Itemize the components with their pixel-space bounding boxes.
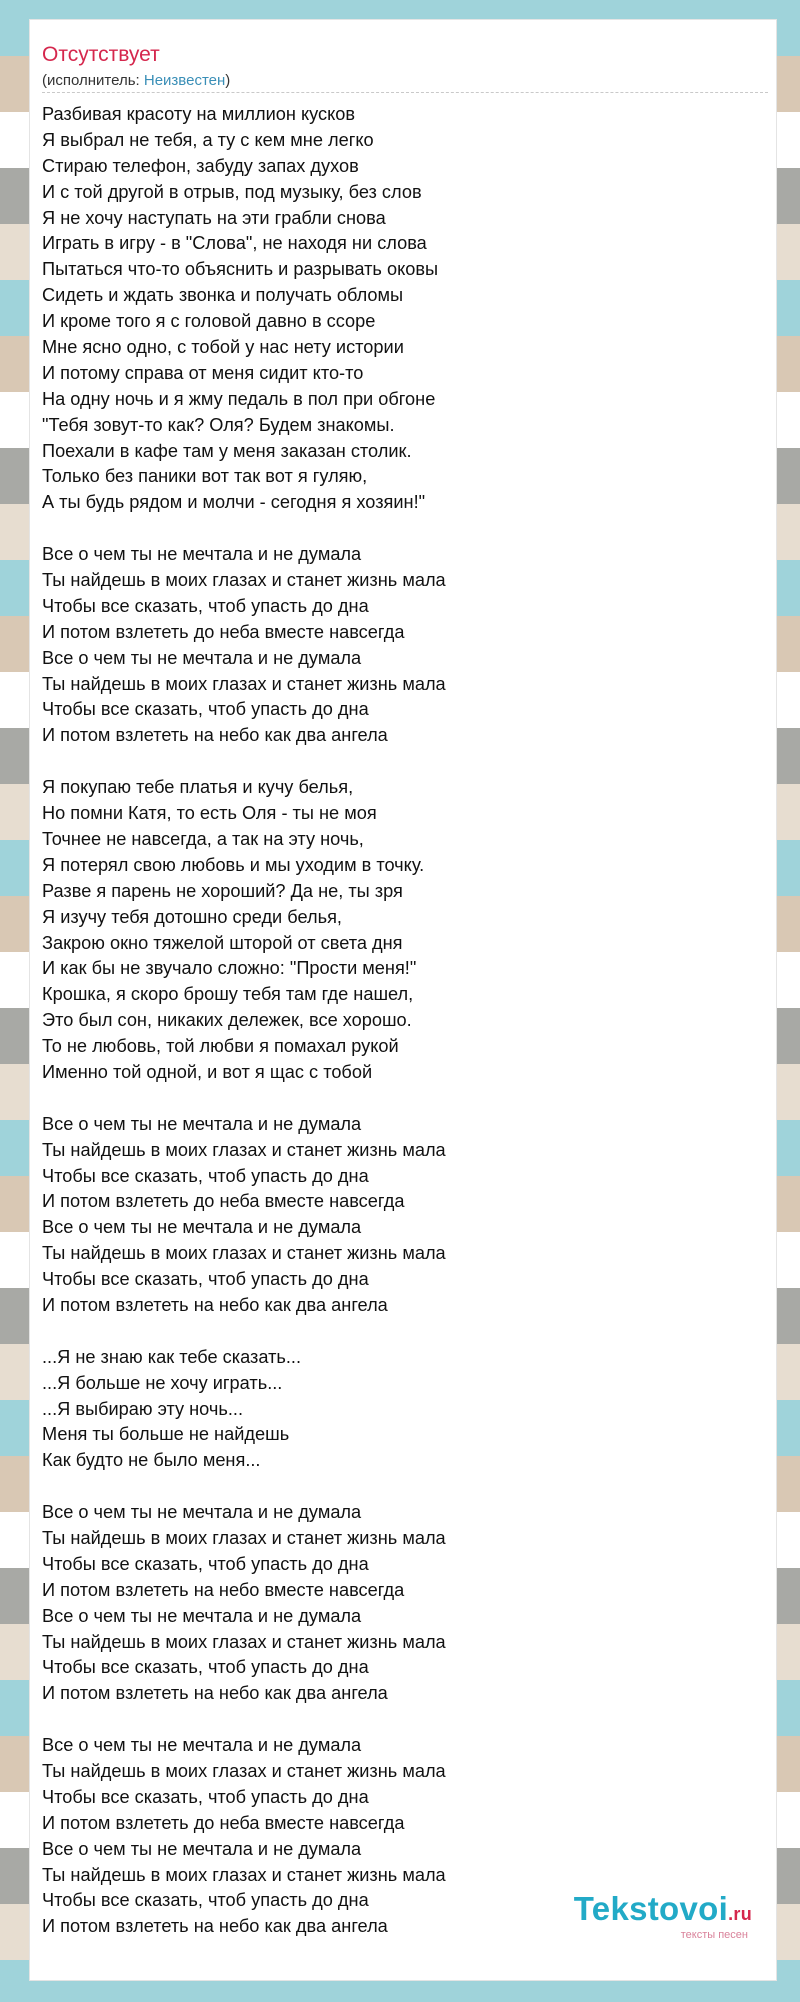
lyric-line: Все о чем ты не мечтала и не думала: [42, 1838, 362, 1859]
lyric-line: Ты найдешь в моих глазах и станет жизнь мала: [42, 1761, 446, 1781]
lyric-line: Стираю телефон, забуду запах духов: [42, 155, 359, 176]
artist-link[interactable]: Неизвестен: [143, 72, 226, 89]
lyric-line: Ты найдешь в моих глазах и станет жизнь мала: [42, 570, 446, 591]
header-separator: [42, 92, 768, 93]
song-title: Отсутствует: [42, 43, 160, 66]
lyric-line: Играть в игру - в "Слова", не находя ни слова: [42, 233, 427, 254]
lyric-line: Ты найдешь в моих глазах и станет жизнь мала: [42, 1631, 446, 1652]
lyric-line: Крошка, я скоро брошу тебя там где нашел,: [42, 984, 414, 1005]
lyric-line: А ты будь рядом и молчи - сегодня я хозяин!": [42, 492, 426, 513]
lyric-line: Чтобы все сказать, чтоб упасть до дна: [42, 1657, 369, 1678]
lyric-line: И потом взлететь до неба вместе навсегда: [42, 621, 405, 642]
logo-word: Tekstovoi: [573, 1890, 729, 1927]
lyric-line: Закрою окно тяжелой шторой от света дня: [42, 932, 403, 953]
lyric-line: Все о чем ты не мечтала и не думала: [42, 544, 362, 565]
lyric-line: Чтобы все сказать, чтоб упасть до дна: [42, 1553, 369, 1574]
lyric-line: Разве я парень не хороший? Да не, ты зря: [42, 880, 403, 901]
lyric-line: Я покупаю тебе платья и кучу белья,: [42, 777, 354, 798]
lyric-line: ...Я больше не хочу играть...: [42, 1372, 283, 1393]
lyric-line: Все о чем ты не мечтала и не думала: [42, 1217, 362, 1238]
lyric-line: И потом взлететь на небо как два ангела: [42, 1294, 388, 1315]
lyric-line: Только без паники вот так вот я гуляю,: [42, 466, 368, 487]
artist-prefix: (исполнитель:: [42, 72, 144, 89]
artist-suffix: ): [225, 72, 231, 89]
lyric-line: Точнее не навсегда, а так на эту ночь,: [42, 828, 364, 849]
lyrics-stanza: [42, 775, 742, 1086]
lyric-line: Мне ясно одно, с тобой у нас нету истории: [42, 337, 404, 358]
lyric-line: То не любовь, той любви я помахал рукой: [42, 1036, 399, 1057]
lyric-line: Я выбрал не тебя, а ту с кем мне легко: [42, 129, 374, 150]
lyrics-stanza: [42, 1500, 742, 1707]
lyric-line: Все о чем ты не мечтала и не думала: [42, 1113, 362, 1134]
lyric-line: ...Я выбираю эту ночь...: [42, 1398, 244, 1419]
lyric-line: Но помни Катя, то есть Оля - ты не моя: [42, 803, 377, 824]
lyric-line: И потом взлететь на небо как два ангела: [42, 725, 388, 746]
lyric-line: Разбивая красоту на миллион кусков: [42, 104, 356, 124]
lyric-line: И потом взлететь до неба вместе навсегда: [42, 1812, 405, 1833]
logo-wordmark: [574, 1892, 752, 1931]
lyric-line: Сидеть и ждать звонка и получать обломы: [42, 285, 404, 306]
lyric-line: Ты найдешь в моих глазах и станет жизнь мала: [42, 1139, 446, 1160]
lyric-line: И потом взлететь на небо как два ангела: [42, 1683, 388, 1704]
lyrics-stanza: [42, 542, 742, 749]
artist-line: [42, 72, 230, 90]
lyric-line: Я изучу тебя дотошно среди белья,: [42, 906, 342, 927]
lyrics-body: [42, 102, 742, 1940]
lyric-line: Все о чем ты не мечтала и не думала: [42, 647, 362, 668]
lyric-line: Все о чем ты не мечтала и не думала: [42, 1735, 362, 1756]
lyrics-card: [30, 20, 776, 1980]
logo-tagline: тексты песен: [680, 1929, 748, 1941]
lyric-line: И кроме того я с головой давно в ссоре: [42, 311, 376, 332]
lyric-line: И потом взлететь на небо как два ангела: [42, 1916, 388, 1937]
lyric-line: На одну ночь и я жму педаль в пол при обгоне: [42, 388, 436, 409]
lyric-line: Чтобы все сказать, чтоб упасть до дна: [42, 595, 369, 616]
lyrics-stanza: [42, 102, 742, 516]
lyric-line: Чтобы все сказать, чтоб упасть до дна: [42, 1890, 369, 1911]
lyric-line: Ты найдешь в моих глазах и станет жизнь мала: [42, 1527, 446, 1548]
lyric-line: Пытаться что-то объяснить и разрывать оковы: [42, 259, 439, 280]
lyric-line: И потом взлететь до неба вместе навсегда: [42, 1191, 405, 1212]
lyric-line: Ты найдешь в моих глазах и станет жизнь мала: [42, 1864, 446, 1885]
lyric-line: И потом взлететь на небо вместе навсегда: [42, 1579, 405, 1600]
lyric-line: "Тебя зовут-то как? Оля? Будем знакомы.: [42, 414, 395, 435]
lyric-line: И как бы не звучало сложно: "Прости меня!": [42, 958, 417, 979]
lyric-line: Чтобы все сказать, чтоб упасть до дна: [42, 1269, 369, 1290]
lyric-line: Все о чем ты не мечтала и не думала: [42, 1605, 362, 1626]
lyric-line: Ты найдешь в моих глазах и станет жизнь мала: [42, 673, 446, 694]
site-logo[interactable]: [574, 1892, 752, 1942]
lyric-line: И потому справа от меня сидит кто-то: [42, 362, 364, 383]
lyric-line: Меня ты больше не найдешь: [42, 1424, 290, 1445]
lyric-line: Именно той одной, и вот я щас с тобой: [42, 1061, 373, 1082]
lyric-line: Чтобы все сказать, чтоб упасть до дна: [42, 1786, 369, 1807]
lyric-line: И с той другой в отрыв, под музыку, без слов: [42, 181, 422, 202]
lyric-line: Чтобы все сказать, чтоб упасть до дна: [42, 1165, 369, 1186]
lyric-line: Как будто не было меня...: [42, 1450, 261, 1471]
logo-tld: .ru: [728, 1904, 752, 1924]
lyrics-stanza: [42, 1345, 742, 1474]
lyric-line: Все о чем ты не мечтала и не думала: [42, 1502, 362, 1523]
lyrics-stanza: [42, 1112, 742, 1319]
lyric-line: Я не хочу наступать на эти грабли снова: [42, 207, 386, 228]
lyric-line: Ты найдешь в моих глазах и станет жизнь мала: [42, 1243, 446, 1264]
lyric-line: Это был сон, никаких дележек, все хорошо.: [42, 1010, 412, 1031]
lyric-line: Я потерял свою любовь и мы уходим в точку.: [42, 854, 425, 875]
lyric-line: Чтобы все сказать, чтоб упасть до дна: [42, 699, 369, 720]
lyric-line: ...Я не знаю как тебе сказать...: [42, 1346, 302, 1367]
lyric-line: Поехали в кафе там у меня заказан столик.: [42, 440, 412, 461]
